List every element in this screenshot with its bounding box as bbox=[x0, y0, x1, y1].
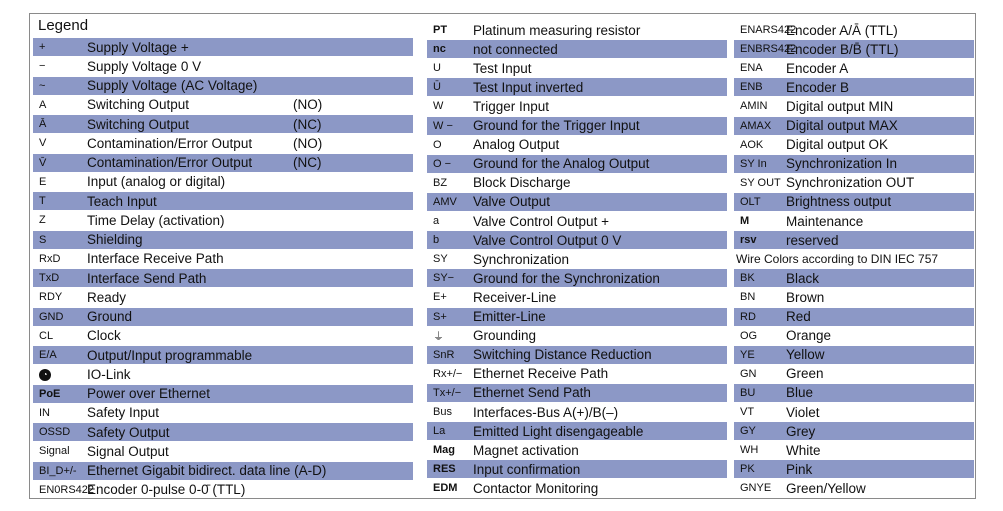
row-description: Maintenance bbox=[786, 213, 864, 229]
row-description: reserved bbox=[786, 232, 839, 248]
row-abbreviation: SY In bbox=[740, 157, 767, 170]
row-abbreviation: SY OUT bbox=[740, 176, 781, 189]
row-description: Ethernet Gigabit bidirect. data line (A-D) bbox=[87, 463, 327, 478]
row-abbreviation: SY− bbox=[433, 272, 455, 285]
row-description: Test Input inverted bbox=[473, 79, 584, 95]
row-abbreviation: Z bbox=[39, 214, 46, 227]
row-abbreviation: RD bbox=[740, 310, 756, 323]
row-description: Synchronization In bbox=[786, 156, 898, 172]
row-abbreviation: RDY bbox=[39, 291, 63, 304]
wire-colors-heading: Wire Colors according to DIN IEC 757 bbox=[736, 252, 939, 267]
row-abbreviation: E+ bbox=[433, 291, 447, 304]
legend-row bbox=[33, 154, 413, 172]
row-abbreviation: GND bbox=[39, 310, 64, 323]
row-description: Encoder A bbox=[786, 60, 849, 76]
legend-row bbox=[734, 21, 974, 39]
legend-row bbox=[427, 97, 727, 115]
row-abbreviation: M bbox=[740, 215, 750, 227]
legend-row bbox=[734, 97, 974, 115]
row-description: Ground for the Synchronization bbox=[473, 270, 660, 286]
legend-row bbox=[427, 403, 727, 421]
legend-row bbox=[427, 269, 727, 287]
legend-row bbox=[33, 404, 413, 422]
row-description: Interface Receive Path bbox=[87, 251, 224, 267]
row-description: Valve Output bbox=[473, 194, 551, 210]
row-abbreviation: O bbox=[433, 138, 442, 151]
legend-row bbox=[427, 21, 727, 39]
row-description: Brightness output bbox=[786, 194, 892, 210]
row-abbreviation: Signal bbox=[39, 445, 70, 458]
legend-row bbox=[427, 117, 727, 135]
legend-row bbox=[734, 174, 974, 192]
row-abbreviation: Ū bbox=[433, 81, 441, 94]
legend-row bbox=[33, 288, 413, 306]
row-abbreviation: AOK bbox=[740, 138, 764, 151]
row-abbreviation: U bbox=[433, 62, 441, 75]
row-abbreviation: EDM bbox=[433, 482, 458, 495]
row-abbreviation: W − bbox=[433, 119, 453, 132]
row-abbreviation: Tx+/− bbox=[433, 386, 462, 399]
row-description: Switching Output bbox=[87, 116, 190, 132]
row-description: not connected bbox=[473, 41, 558, 57]
legend-row bbox=[33, 385, 413, 403]
legend-row bbox=[734, 269, 974, 287]
row-description: Synchronization bbox=[473, 251, 570, 267]
row-description: Ground bbox=[87, 309, 133, 324]
row-description: Signal Output bbox=[87, 443, 169, 459]
row-abbreviation: PK bbox=[740, 463, 755, 476]
row-description: Grounding bbox=[473, 328, 537, 344]
row-description: Yellow bbox=[786, 347, 825, 363]
row-description: Valve Control Output + bbox=[473, 213, 609, 229]
row-description: Blue bbox=[786, 385, 814, 401]
row-description: Block Discharge bbox=[473, 175, 571, 191]
row-abbreviation: S+ bbox=[433, 310, 447, 323]
row-abbreviation: Ā bbox=[39, 118, 47, 130]
row-description: Magnet activation bbox=[473, 442, 579, 458]
row-abbreviation: BK bbox=[740, 272, 755, 285]
row-description: Receiver-Line bbox=[473, 289, 557, 305]
row-abbreviation: La bbox=[433, 425, 446, 438]
row-abbreviation: TxD bbox=[39, 272, 60, 284]
legend-row bbox=[734, 327, 974, 345]
legend-row bbox=[427, 136, 727, 154]
row-abbreviation: SnR bbox=[433, 348, 455, 361]
row-abbreviation: SY bbox=[433, 253, 448, 266]
row-abbreviation: S bbox=[39, 233, 47, 246]
row-abbreviation: IN bbox=[39, 406, 50, 419]
row-abbreviation: EN0RS422 bbox=[39, 483, 95, 496]
row-abbreviation: rsv bbox=[740, 234, 757, 247]
legend-row bbox=[734, 231, 974, 249]
legend-row bbox=[33, 231, 413, 249]
row-abbreviation: BI_D+/- bbox=[39, 464, 77, 477]
row-abbreviation: T bbox=[39, 195, 46, 207]
legend-row bbox=[734, 308, 974, 326]
row-description: Platinum measuring resistor bbox=[473, 22, 641, 38]
row-description: Supply Voltage (AC Voltage) bbox=[87, 78, 258, 93]
legend-row bbox=[734, 403, 974, 421]
row-description: Encoder 0-pulse 0-0̄ (TTL) bbox=[87, 482, 246, 498]
row-abbreviation: VT bbox=[740, 406, 755, 418]
legend-table bbox=[29, 13, 976, 499]
row-abbreviation: BU bbox=[740, 386, 756, 399]
legend-row bbox=[427, 327, 727, 345]
row-description: Teach Input bbox=[87, 193, 157, 209]
row-description: Supply Voltage + bbox=[87, 39, 189, 55]
row-description: Encoder A/Ā (TTL) bbox=[786, 22, 898, 38]
legend-row bbox=[734, 40, 974, 58]
row-description: Digital output MIN bbox=[786, 98, 894, 114]
legend-row bbox=[33, 308, 413, 326]
row-abbreviation: GN bbox=[740, 367, 757, 380]
row-description: Trigger Input bbox=[473, 98, 550, 114]
row-description: Encoder B/B̄ (TTL) bbox=[786, 41, 899, 57]
row-abbreviation: ENBRS422 bbox=[740, 43, 797, 56]
row-description: Ready bbox=[87, 289, 127, 305]
legend-row bbox=[427, 308, 727, 326]
row-abbreviation: + bbox=[39, 41, 46, 53]
legend-row bbox=[33, 346, 413, 364]
row-description: Output/Input programmable bbox=[87, 347, 253, 363]
row-description: Encoder B bbox=[786, 79, 850, 95]
legend-row bbox=[427, 231, 727, 249]
legend-row bbox=[33, 115, 413, 133]
legend-row bbox=[427, 384, 727, 402]
row-description: Ground for the Trigger Input bbox=[473, 118, 640, 133]
row-description: Emitted Light disengageable bbox=[473, 423, 644, 439]
legend-row bbox=[734, 346, 974, 364]
row-abbreviation: V bbox=[39, 137, 47, 150]
legend-row bbox=[33, 462, 413, 480]
legend-row bbox=[33, 250, 413, 268]
row-description: IO-Link bbox=[87, 366, 131, 382]
row-description: Contactor Monitoring bbox=[473, 480, 599, 496]
legend-row bbox=[33, 57, 413, 75]
row-description: Interface Send Path bbox=[87, 270, 207, 286]
legend-row bbox=[33, 134, 413, 152]
row-abbreviation: BN bbox=[740, 291, 756, 304]
row-contact-type: (NO) bbox=[293, 97, 323, 113]
legend-row bbox=[33, 173, 413, 191]
row-contact-type: (NC) bbox=[293, 116, 322, 132]
row-description: Digital output MAX bbox=[786, 118, 898, 133]
row-abbreviation: V̄ bbox=[39, 156, 47, 169]
row-description: Ground for the Analog Output bbox=[473, 156, 650, 172]
row-description: Violet bbox=[786, 404, 820, 420]
row-description: Analog Output bbox=[473, 137, 560, 153]
row-description: Contamination/Error Output bbox=[87, 155, 253, 170]
row-description: Digital output OK bbox=[786, 137, 889, 153]
row-description: Synchronization OUT bbox=[786, 175, 915, 191]
row-description: Safety Input bbox=[87, 405, 160, 421]
row-description: Supply Voltage 0 V bbox=[87, 58, 202, 74]
row-contact-type: (NC) bbox=[293, 155, 322, 170]
legend-row bbox=[427, 250, 727, 268]
row-description: Time Delay (activation) bbox=[87, 212, 225, 228]
legend-row bbox=[33, 38, 413, 56]
row-description: Black bbox=[786, 270, 820, 286]
row-abbreviation: b bbox=[433, 234, 440, 247]
row-abbreviation: − bbox=[39, 60, 46, 73]
row-abbreviation: PoE bbox=[39, 387, 61, 400]
legend-row bbox=[427, 40, 727, 58]
row-abbreviation: GY bbox=[740, 425, 756, 438]
row-description: Switching Output bbox=[87, 97, 190, 113]
row-abbreviation: nc bbox=[433, 43, 446, 56]
row-description: Brown bbox=[786, 289, 825, 305]
legend-title: Legend bbox=[38, 17, 89, 34]
legend-row bbox=[427, 346, 727, 364]
row-abbreviation: Bus bbox=[433, 406, 452, 418]
row-description: Green/Yellow bbox=[786, 480, 866, 496]
legend-row bbox=[427, 365, 727, 383]
legend-row bbox=[734, 365, 974, 383]
row-description: Valve Control Output 0 V bbox=[473, 232, 622, 248]
row-description: Shielding bbox=[87, 232, 143, 247]
legend-row bbox=[33, 77, 413, 95]
legend-row bbox=[33, 211, 413, 229]
legend-row bbox=[33, 423, 413, 441]
row-abbreviation: W bbox=[433, 100, 444, 113]
legend-row bbox=[734, 212, 974, 230]
row-description: White bbox=[786, 442, 821, 458]
legend-row bbox=[33, 365, 413, 383]
row-description: Power over Ethernet bbox=[87, 386, 211, 401]
legend-row bbox=[734, 384, 974, 402]
row-description: Grey bbox=[786, 423, 816, 439]
row-abbreviation: AMAX bbox=[740, 119, 772, 132]
row-abbreviation: CL bbox=[39, 329, 54, 342]
row-abbreviation: ENA bbox=[740, 62, 763, 75]
row-description: Input confirmation bbox=[473, 461, 581, 477]
row-description: Emitter-Line bbox=[473, 309, 546, 324]
row-abbreviation: RxD bbox=[39, 252, 61, 265]
legend-row bbox=[427, 441, 727, 459]
row-abbreviation: AMV bbox=[433, 195, 457, 208]
legend-row bbox=[734, 155, 974, 173]
row-description: Test Input bbox=[473, 60, 532, 76]
row-abbreviation: Rx+/− bbox=[433, 367, 463, 380]
legend-row bbox=[33, 327, 413, 345]
legend-row bbox=[427, 422, 727, 440]
row-description: Safety Output bbox=[87, 424, 170, 440]
legend-row bbox=[427, 59, 727, 77]
legend-row bbox=[734, 288, 974, 306]
legend-row bbox=[427, 288, 727, 306]
row-description: Input (analog or digital) bbox=[87, 174, 226, 190]
row-description: Interfaces-Bus A(+)/B(–) bbox=[473, 404, 619, 420]
row-abbreviation: OLT bbox=[740, 195, 761, 208]
row-abbreviation: Mag bbox=[433, 444, 455, 457]
row-description: Red bbox=[786, 309, 811, 324]
legend-row bbox=[427, 460, 727, 478]
row-description: Orange bbox=[786, 328, 832, 344]
row-abbreviation: WH bbox=[740, 444, 759, 457]
legend-row bbox=[734, 441, 974, 459]
io-link-icon: ◔ bbox=[39, 369, 51, 381]
row-abbreviation: RES bbox=[433, 463, 456, 476]
row-abbreviation: E/A bbox=[39, 349, 57, 361]
row-abbreviation: A bbox=[39, 98, 47, 111]
legend-row bbox=[734, 479, 974, 497]
row-description: Pink bbox=[786, 461, 813, 477]
legend-row bbox=[427, 155, 727, 173]
row-abbreviation: ENB bbox=[740, 81, 763, 94]
row-description: Ethernet Receive Path bbox=[473, 366, 609, 382]
legend-row bbox=[734, 422, 974, 440]
row-description: Switching Distance Reduction bbox=[473, 347, 652, 363]
legend-row bbox=[427, 479, 727, 497]
row-abbreviation: a bbox=[433, 215, 440, 227]
legend-row bbox=[734, 136, 974, 154]
row-abbreviation: OSSD bbox=[39, 426, 71, 438]
legend-row bbox=[734, 117, 974, 135]
legend-row bbox=[427, 174, 727, 192]
legend-row bbox=[33, 481, 413, 499]
row-abbreviation: OG bbox=[740, 329, 758, 342]
row-description: Ethernet Send Path bbox=[473, 385, 591, 401]
row-abbreviation: O − bbox=[433, 157, 452, 170]
legend-row bbox=[734, 193, 974, 211]
row-description: Clock bbox=[87, 328, 121, 344]
legend-row bbox=[33, 192, 413, 210]
legend-row bbox=[427, 212, 727, 230]
legend-row bbox=[33, 96, 413, 114]
row-abbreviation: PT bbox=[433, 24, 448, 36]
legend-row bbox=[734, 78, 974, 96]
row-abbreviation: E bbox=[39, 175, 47, 188]
row-abbreviation: YE bbox=[740, 348, 755, 361]
row-abbreviation bbox=[33, 368, 87, 381]
legend-row bbox=[33, 269, 413, 287]
row-abbreviation: ENARS422 bbox=[740, 24, 797, 36]
legend-row bbox=[734, 59, 974, 77]
legend-row bbox=[33, 442, 413, 460]
row-description: Green bbox=[786, 366, 824, 382]
row-contact-type: (NO) bbox=[293, 135, 323, 151]
row-abbreviation: AMIN bbox=[740, 100, 768, 113]
row-abbreviation: ⏚ bbox=[433, 330, 444, 343]
row-abbreviation: BZ bbox=[433, 176, 448, 189]
row-abbreviation: GNYE bbox=[740, 482, 772, 495]
legend-row bbox=[734, 460, 974, 478]
legend-row bbox=[427, 193, 727, 211]
row-description: Contamination/Error Output bbox=[87, 135, 253, 151]
row-abbreviation: ~ bbox=[39, 79, 46, 92]
legend-row bbox=[427, 78, 727, 96]
